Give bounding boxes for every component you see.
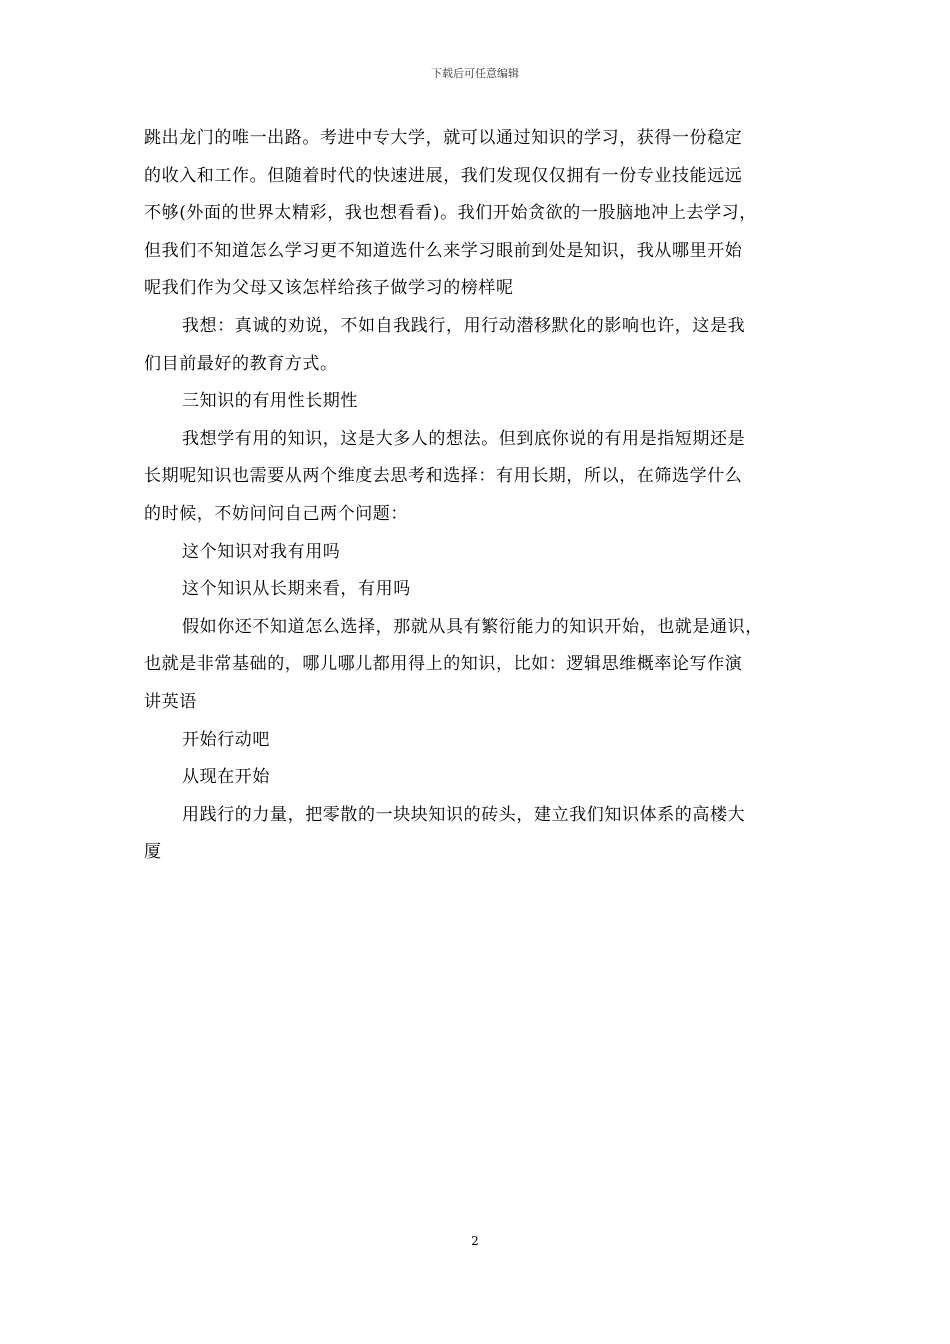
section-heading: 三知识的有用性长期性	[182, 391, 358, 412]
document-body	[144, 120, 814, 872]
page-number: 2	[471, 1234, 479, 1248]
text-line: 这个知识从长期来看，有用吗	[182, 579, 411, 600]
text-line: 用践行的力量，把零散的一块块知识的砖头，建立我们知识体系的高楼大	[182, 804, 746, 825]
text-line: 也就是非常基础的，哪儿哪儿都用得上的知识，比如：逻辑思维概率论写作演	[144, 654, 743, 675]
text-line: 我想：真诚的劝说，不如自我践行，用行动潜移默化的影响也许，这是我	[182, 315, 746, 336]
text-line: 讲英语	[144, 691, 197, 712]
text-line: 这个知识对我有用吗	[182, 541, 341, 562]
text-line: 不够(外面的世界太精彩，我也想看看)。我们开始贪欲的一股脑地冲上去学习，	[144, 203, 757, 224]
text-line: 长期呢知识也需要从两个维度去思考和选择：有用长期，所以，在筛选学什么	[144, 466, 743, 487]
text-line: 厦	[144, 842, 162, 863]
text-line: 的时候，不妨问问自己两个问题：	[144, 503, 408, 524]
page-header: 下载后可任意编辑	[431, 67, 519, 80]
text-line: 的收入和工作。但随着时代的快速进展，我们发现仅仅拥有一份专业技能远远	[144, 165, 743, 186]
text-line: 我想学有用的知识，这是大多人的想法。但到底你说的有用是指短期还是	[182, 428, 746, 449]
text-line: 从现在开始	[182, 767, 270, 788]
text-line: 跳出龙门的唯一出路。考进中专大学，就可以通过知识的学习，获得一份稳定	[144, 128, 743, 148]
text-line: 呢我们作为父母又该怎样给孩子做学习的榜样呢	[144, 278, 514, 299]
text-line: 假如你还不知道怎么选择，那就从具有繁衍能力的知识开始，也就是通识，	[182, 616, 763, 637]
text-line: 们目前最好的教育方式。	[144, 353, 338, 374]
text-line: 开始行动吧	[182, 729, 270, 750]
text-line: 但我们不知道怎么学习更不知道选什么来学习眼前到处是知识，我从哪里开始	[144, 240, 743, 261]
